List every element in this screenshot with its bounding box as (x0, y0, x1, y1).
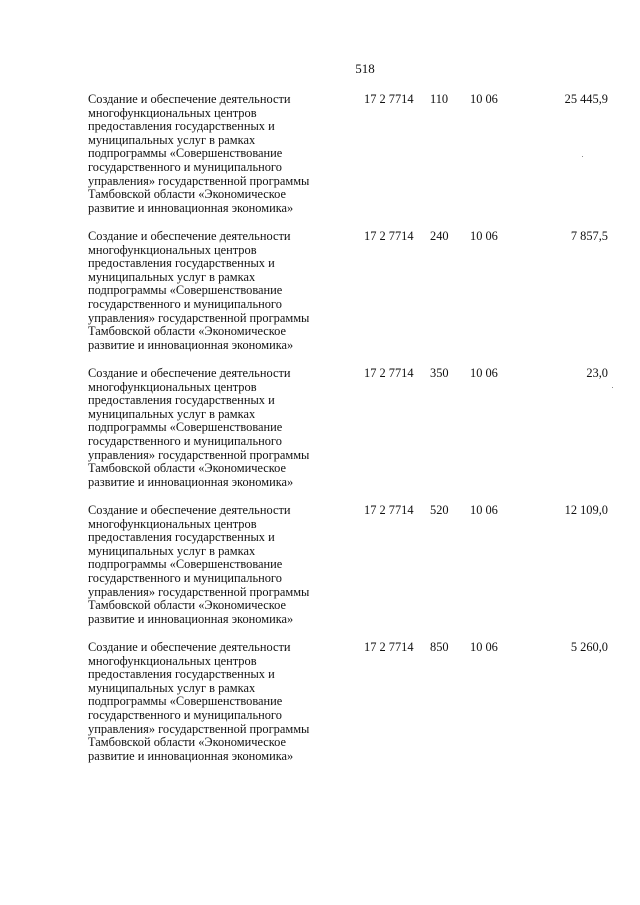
row-expense-type: 110 (430, 92, 449, 106)
row-target-code: 17 2 7714 (364, 229, 414, 243)
row-section: 10 06 (470, 229, 498, 243)
row-expense-type: 350 (430, 366, 449, 380)
row-section: 10 06 (470, 503, 498, 517)
row-section: 10 06 (470, 92, 498, 106)
row-amount: 7 857,5 (570, 229, 608, 243)
table-row (88, 367, 608, 504)
scan-speck (582, 156, 583, 157)
row-description: Создание и обеспечение деятельности многофункциональных центров предоставления государственных и муниципальных услуг в рамках подпрограммы «Совершенствование государственного и муниципального управления» государственной программы Тамбовской области «Экономическое развитие и инновационная экономика» (88, 366, 310, 489)
table-row (88, 504, 608, 641)
row-target-code: 17 2 7714 (364, 640, 414, 654)
row-amount: 25 445,9 (564, 92, 608, 106)
row-target-code: 17 2 7714 (364, 503, 414, 517)
row-description: Создание и обеспечение деятельности многофункциональных центров предоставления государственных и муниципальных услуг в рамках подпрограммы «Совершенствование государственного и муниципального управления» государственной программы Тамбовской области «Экономическое развитие и инновационная экономика» (88, 92, 310, 215)
row-target-code: 17 2 7714 (364, 366, 414, 380)
row-expense-type: 520 (430, 503, 449, 517)
table-row (88, 230, 608, 367)
scan-speck (612, 387, 613, 388)
page-number: 518 (355, 61, 375, 76)
row-description: Создание и обеспечение деятельности многофункциональных центров предоставления государственных и муниципальных услуг в рамках подпрограммы «Совершенствование государственного и муниципального управления» государственной программы Тамбовской области «Экономическое развитие и инновационная экономика» (88, 640, 310, 763)
row-amount: 12 109,0 (564, 503, 608, 517)
row-expense-type: 240 (430, 229, 449, 243)
row-section: 10 06 (470, 640, 498, 654)
table-row (88, 93, 608, 230)
budget-table (88, 93, 608, 778)
row-amount: 5 260,0 (570, 640, 608, 654)
row-description: Создание и обеспечение деятельности многофункциональных центров предоставления государственных и муниципальных услуг в рамках подпрограммы «Совершенствование государственного и муниципального управления» государственной программы Тамбовской области «Экономическое развитие и инновационная экономика» (88, 503, 310, 626)
row-section: 10 06 (470, 366, 498, 380)
row-expense-type: 850 (430, 640, 449, 654)
table-row (88, 641, 608, 778)
row-amount: 23,0 (586, 366, 608, 380)
row-description: Создание и обеспечение деятельности многофункциональных центров предоставления государственных и муниципальных услуг в рамках подпрограммы «Совершенствование государственного и муниципального управления» государственной программы Тамбовской области «Экономическое развитие и инновационная экономика» (88, 229, 310, 352)
row-target-code: 17 2 7714 (364, 92, 414, 106)
